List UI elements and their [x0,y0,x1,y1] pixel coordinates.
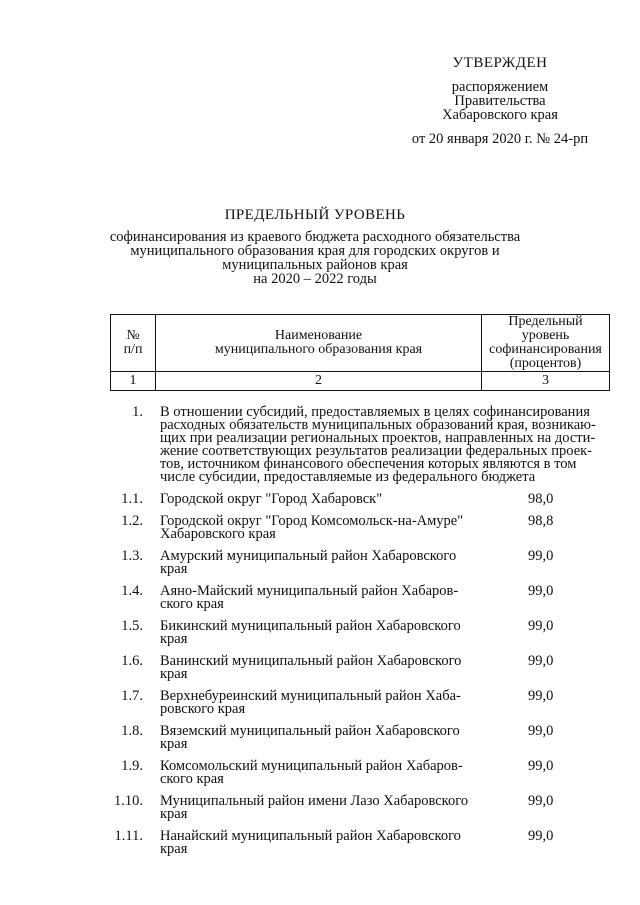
cofinancing-level: 99,0 [528,793,554,809]
approval-date: от 20 января 2020 г. № 24-рп [411,131,589,147]
column-index-1: 1 [111,372,156,391]
header-level-cell [482,315,610,372]
document-title: ПРЕДЕЛЬНЫЙ УРОВЕНЬ [224,207,406,223]
municipality-name-line: Городской округ "Город Хабаровск" [160,491,383,507]
table-row [110,493,610,506]
cofinancing-level: 99,0 [528,723,554,739]
section-text-line: жение соответствующих результатов реализации федеральных проек- [160,443,593,459]
municipality-name-line: ровского края [160,701,246,717]
cofinancing-level: 98,0 [528,491,554,507]
row-number: 1.7. [121,688,143,704]
municipality-name [160,493,480,506]
cofinancing-level: 99,0 [528,618,554,634]
table-row [110,620,610,646]
municipality-name-line: Ванинский муниципальный район Хабаровского [160,653,462,669]
column-index-2: 2 [156,372,482,391]
municipality-name-line: края [160,631,188,647]
header-name-label: муниципального образования края [214,342,423,357]
cofinancing-level: 99,0 [528,758,554,774]
header-name-cell [156,315,482,372]
table-row [110,830,610,856]
row-number: 1.9. [121,758,143,774]
header-level-label: Предельный [508,314,583,329]
row-number: 1.1. [121,491,143,507]
municipality-name-line: Верхнебуреинский муниципальный район Хаба- [160,688,461,704]
municipality-name [160,515,480,541]
municipality-name [160,620,480,646]
row-number: 1.11. [114,828,143,844]
document-subtitle-line: на 2020 – 2022 годы [253,271,377,287]
document-title-block [100,208,530,286]
municipality-name-line: края [160,841,188,857]
header-level-label: уровень [521,328,570,343]
approval-stamp [400,56,600,146]
table-row [110,760,610,786]
municipality-name-line: ского края [160,771,224,787]
section-text-line: тов, источником финансового обеспечения которых являются в том [160,456,577,472]
municipality-name-line: ского края [160,596,224,612]
table-row [110,585,610,611]
municipality-name-line: Муниципальный район имени Лазо Хабаровского [160,793,469,809]
cofinancing-level: 99,0 [528,548,554,564]
approval-line: Хабаровского края [442,107,558,123]
table-body [110,406,610,865]
municipality-name [160,760,480,786]
header-number-label: п/п [123,342,143,357]
row-number: 1.2. [121,513,143,529]
document-subtitle-line: софинансирования из краевого бюджета расходного обязательства [109,229,521,245]
municipality-name-line: Комсомольский муниципальный район Хабаров- [160,758,463,774]
municipality-name-line: Аяно-Майский муниципальный район Хабаров- [160,583,459,599]
document-subtitle-line: муниципального образования края для городских округов и [130,243,500,259]
municipality-name [160,655,480,681]
row-number: 1.6. [121,653,143,669]
table-row [110,515,610,541]
column-index-3: 3 [482,372,610,391]
table-row [110,655,610,681]
approval-line: распоряжением [451,79,549,95]
municipality-name-line: Бикинский муниципальный район Хабаровского [160,618,461,634]
row-number: 1. [132,404,143,420]
section-text-line: расходных обязательств муниципальных образований края, возникаю- [160,417,596,433]
header-number-label: № [126,328,140,343]
section-row [110,406,610,484]
header-level-label: софинансирования [489,342,602,357]
section-text-line: В отношении субсидий, предоставляемых в целях софинансирования [160,404,590,420]
municipality-name-line: Городской округ "Город Комсомольск-на-Амуре" [160,513,464,529]
document-subtitle-line: муниципальных районов края [222,257,408,273]
municipality-name [160,795,480,821]
cofinancing-level: 99,0 [528,688,554,704]
municipality-name [160,690,480,716]
municipality-name-line: края [160,561,188,577]
row-number: 1.4. [121,583,143,599]
table-row [110,690,610,716]
row-number: 1.5. [121,618,143,634]
cofinancing-level: 98,8 [528,513,554,529]
municipality-name-line: Вяземский муниципальный район Хабаровского [160,723,460,739]
header-level-label: (процентов) [509,356,582,371]
municipality-name [160,725,480,751]
row-number: 1.3. [121,548,143,564]
municipality-name-line: Амурский муниципальный район Хабаровского [160,548,457,564]
cofinancing-level: 99,0 [528,828,554,844]
municipality-name [160,585,480,611]
row-number: 1.10. [114,793,143,809]
cofinancing-level: 99,0 [528,653,554,669]
table-header [110,314,610,391]
header-number-cell [111,315,156,372]
row-number: 1.8. [121,723,143,739]
municipality-name-line: Нанайский муниципальный район Хабаровского [160,828,461,844]
municipality-name-line: края [160,666,188,682]
municipality-name-line: края [160,736,188,752]
section-text-line: щих при реализации региональных проектов, направленных на дости- [160,430,596,446]
section-text-line: числе субсидии, предоставляемые из федерального бюджета [160,469,536,485]
table-row [110,725,610,751]
approval-heading: УТВЕРЖДЕН [452,55,548,71]
municipality-name-line: края [160,806,188,822]
table-row [110,795,610,821]
cofinancing-level: 99,0 [528,583,554,599]
municipality-name-line: Хабаровского края [160,526,276,542]
header-name-label: Наименование [274,328,363,343]
approval-line: Правительства [454,93,546,109]
table-row [110,550,610,576]
section-text [160,406,615,484]
municipality-name [160,830,480,856]
municipality-name [160,550,480,576]
